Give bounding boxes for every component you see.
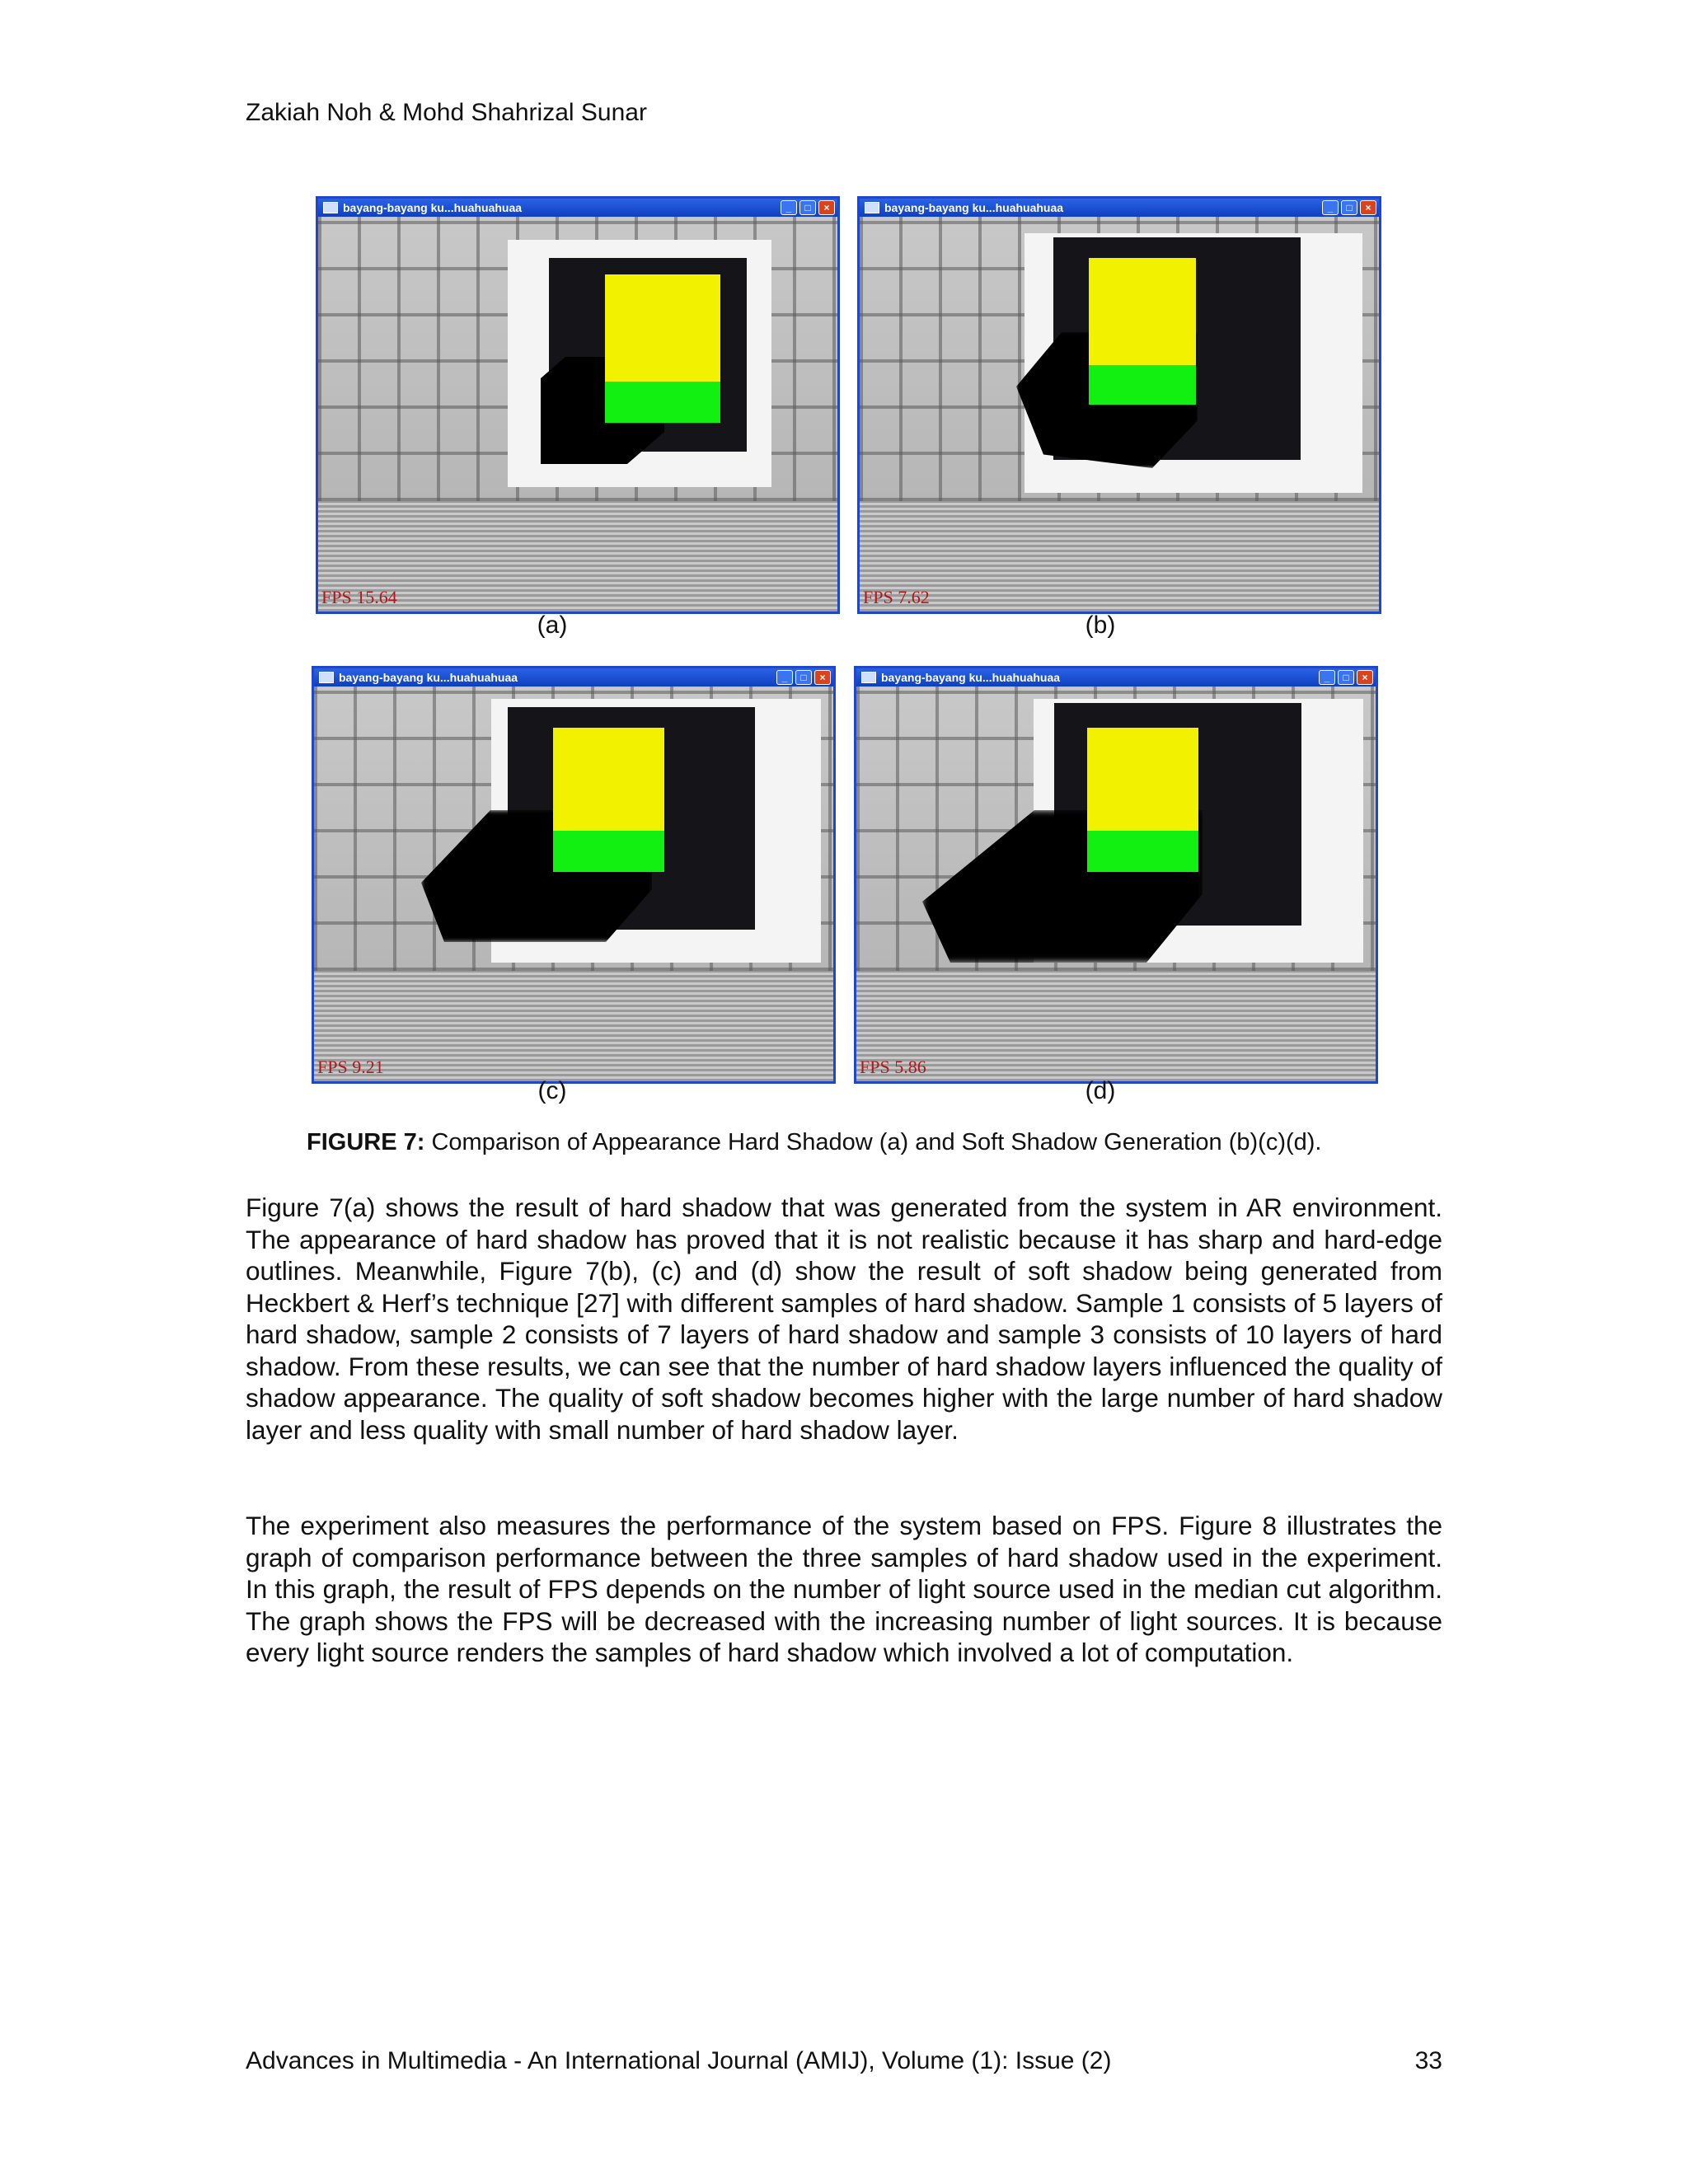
- minimize-icon: _: [776, 670, 793, 685]
- laptop-bezel: [856, 971, 1376, 1081]
- cube-front-face: [553, 831, 664, 872]
- page-number: 33: [1414, 2047, 1442, 2074]
- journal-citation: Advances in Multimedia - An International Journal (AMIJ), Volume (1): Issue (2): [246, 2047, 1112, 2074]
- cube-front-face: [1087, 831, 1198, 872]
- running-header: Zakiah Noh & Mohd Shahrizal Sunar: [246, 99, 647, 126]
- ar-scene: [860, 217, 1379, 612]
- caption-text: Comparison of Appearance Hard Shadow (a) and Soft Shadow Generation (b)(c)(d).: [424, 1129, 1322, 1155]
- maximize-icon: □: [795, 670, 812, 685]
- app-icon: [319, 672, 334, 683]
- cube-front-face: [1089, 365, 1196, 405]
- maximize-icon: □: [799, 200, 816, 215]
- laptop-bezel: [314, 971, 833, 1081]
- cube-top-face: [605, 274, 720, 382]
- app-icon: [861, 672, 876, 683]
- ar-scene: [318, 217, 837, 612]
- cube-top-face: [553, 728, 664, 831]
- figure-caption: [307, 1129, 1321, 1156]
- window-titlebar: [314, 668, 833, 687]
- fps-readout: FPS 7.62: [863, 587, 930, 607]
- figure-panel-c: [312, 666, 836, 1084]
- ar-scene: [314, 687, 833, 1081]
- page-footer: [246, 2047, 1442, 2075]
- cube-front-face: [605, 382, 720, 423]
- caption-label: FIGURE 7:: [307, 1129, 425, 1155]
- figure-panel-d: [854, 666, 1378, 1084]
- minimize-icon: _: [1319, 670, 1335, 685]
- fps-readout: FPS 5.86: [860, 1057, 926, 1077]
- maximize-icon: □: [1341, 200, 1357, 215]
- minimize-icon: _: [781, 200, 797, 215]
- panel-label-c: (c): [537, 1077, 567, 1104]
- app-icon: [323, 202, 338, 213]
- window-titlebar: [318, 199, 837, 217]
- maximize-icon: □: [1338, 670, 1354, 685]
- window-titlebar: [856, 668, 1376, 687]
- figure-panel-b: [857, 196, 1381, 614]
- cube-top-face: [1089, 258, 1196, 365]
- cube-top-face: [1087, 728, 1198, 831]
- window-titlebar: [860, 199, 1379, 217]
- close-icon: ×: [814, 670, 831, 685]
- figure-panel-a: [316, 196, 840, 614]
- window-title: bayang-bayang ku...huahuahuaa: [339, 671, 518, 684]
- app-icon: [865, 202, 879, 213]
- window-title: bayang-bayang ku...huahuahuaa: [884, 201, 1064, 214]
- window-title: bayang-bayang ku...huahuahuaa: [343, 201, 523, 214]
- panel-label-a: (a): [537, 612, 568, 639]
- ar-scene: [856, 687, 1376, 1081]
- body-paragraph-1: Figure 7(a) shows the result of hard shadow that was generated from the system in AR environment. The appearance of hard shadow has proved that it is not realistic because it has sharp and hard-edge outlines. Meanwhile, Figure 7(b), (c) and (d) show the result of soft shadow being generated from Heckbert & Herf’s technique [27] with different samples of hard shadow. Sample 1 consists of 5 layers of hard shadow, sample 2 consists of 7 layers of hard shadow and sample 3 consists of 10 layers of hard shadow. From these results, we can see that the number of hard shadow layers influenced the quality of shadow appearance. The quality of soft shadow becomes higher with the large number of hard shadow layer and less quality with small number of hard shadow layer.: [246, 1193, 1442, 1445]
- close-icon: ×: [818, 200, 835, 215]
- fps-readout: FPS 9.21: [317, 1057, 384, 1077]
- close-icon: ×: [1360, 200, 1376, 215]
- body-paragraph-2: The experiment also measures the performance of the system based on FPS. Figure 8 illustrates the graph of comparison performance between the three samples of hard shadow used in the experiment. In this graph, the result of FPS depends on the number of light source used in the median cut algorithm. The graph shows the FPS will be decreased with the increasing number of light sources. It is because every light source renders the samples of hard shadow which involved a lot of computation.: [246, 1511, 1442, 1667]
- laptop-bezel: [860, 501, 1379, 612]
- panel-label-b: (b): [1085, 612, 1116, 639]
- minimize-icon: _: [1322, 200, 1339, 215]
- fps-readout: FPS 15.64: [321, 587, 397, 607]
- window-title: bayang-bayang ku...huahuahuaa: [881, 671, 1061, 684]
- close-icon: ×: [1357, 670, 1373, 685]
- panel-label-d: (d): [1085, 1077, 1116, 1104]
